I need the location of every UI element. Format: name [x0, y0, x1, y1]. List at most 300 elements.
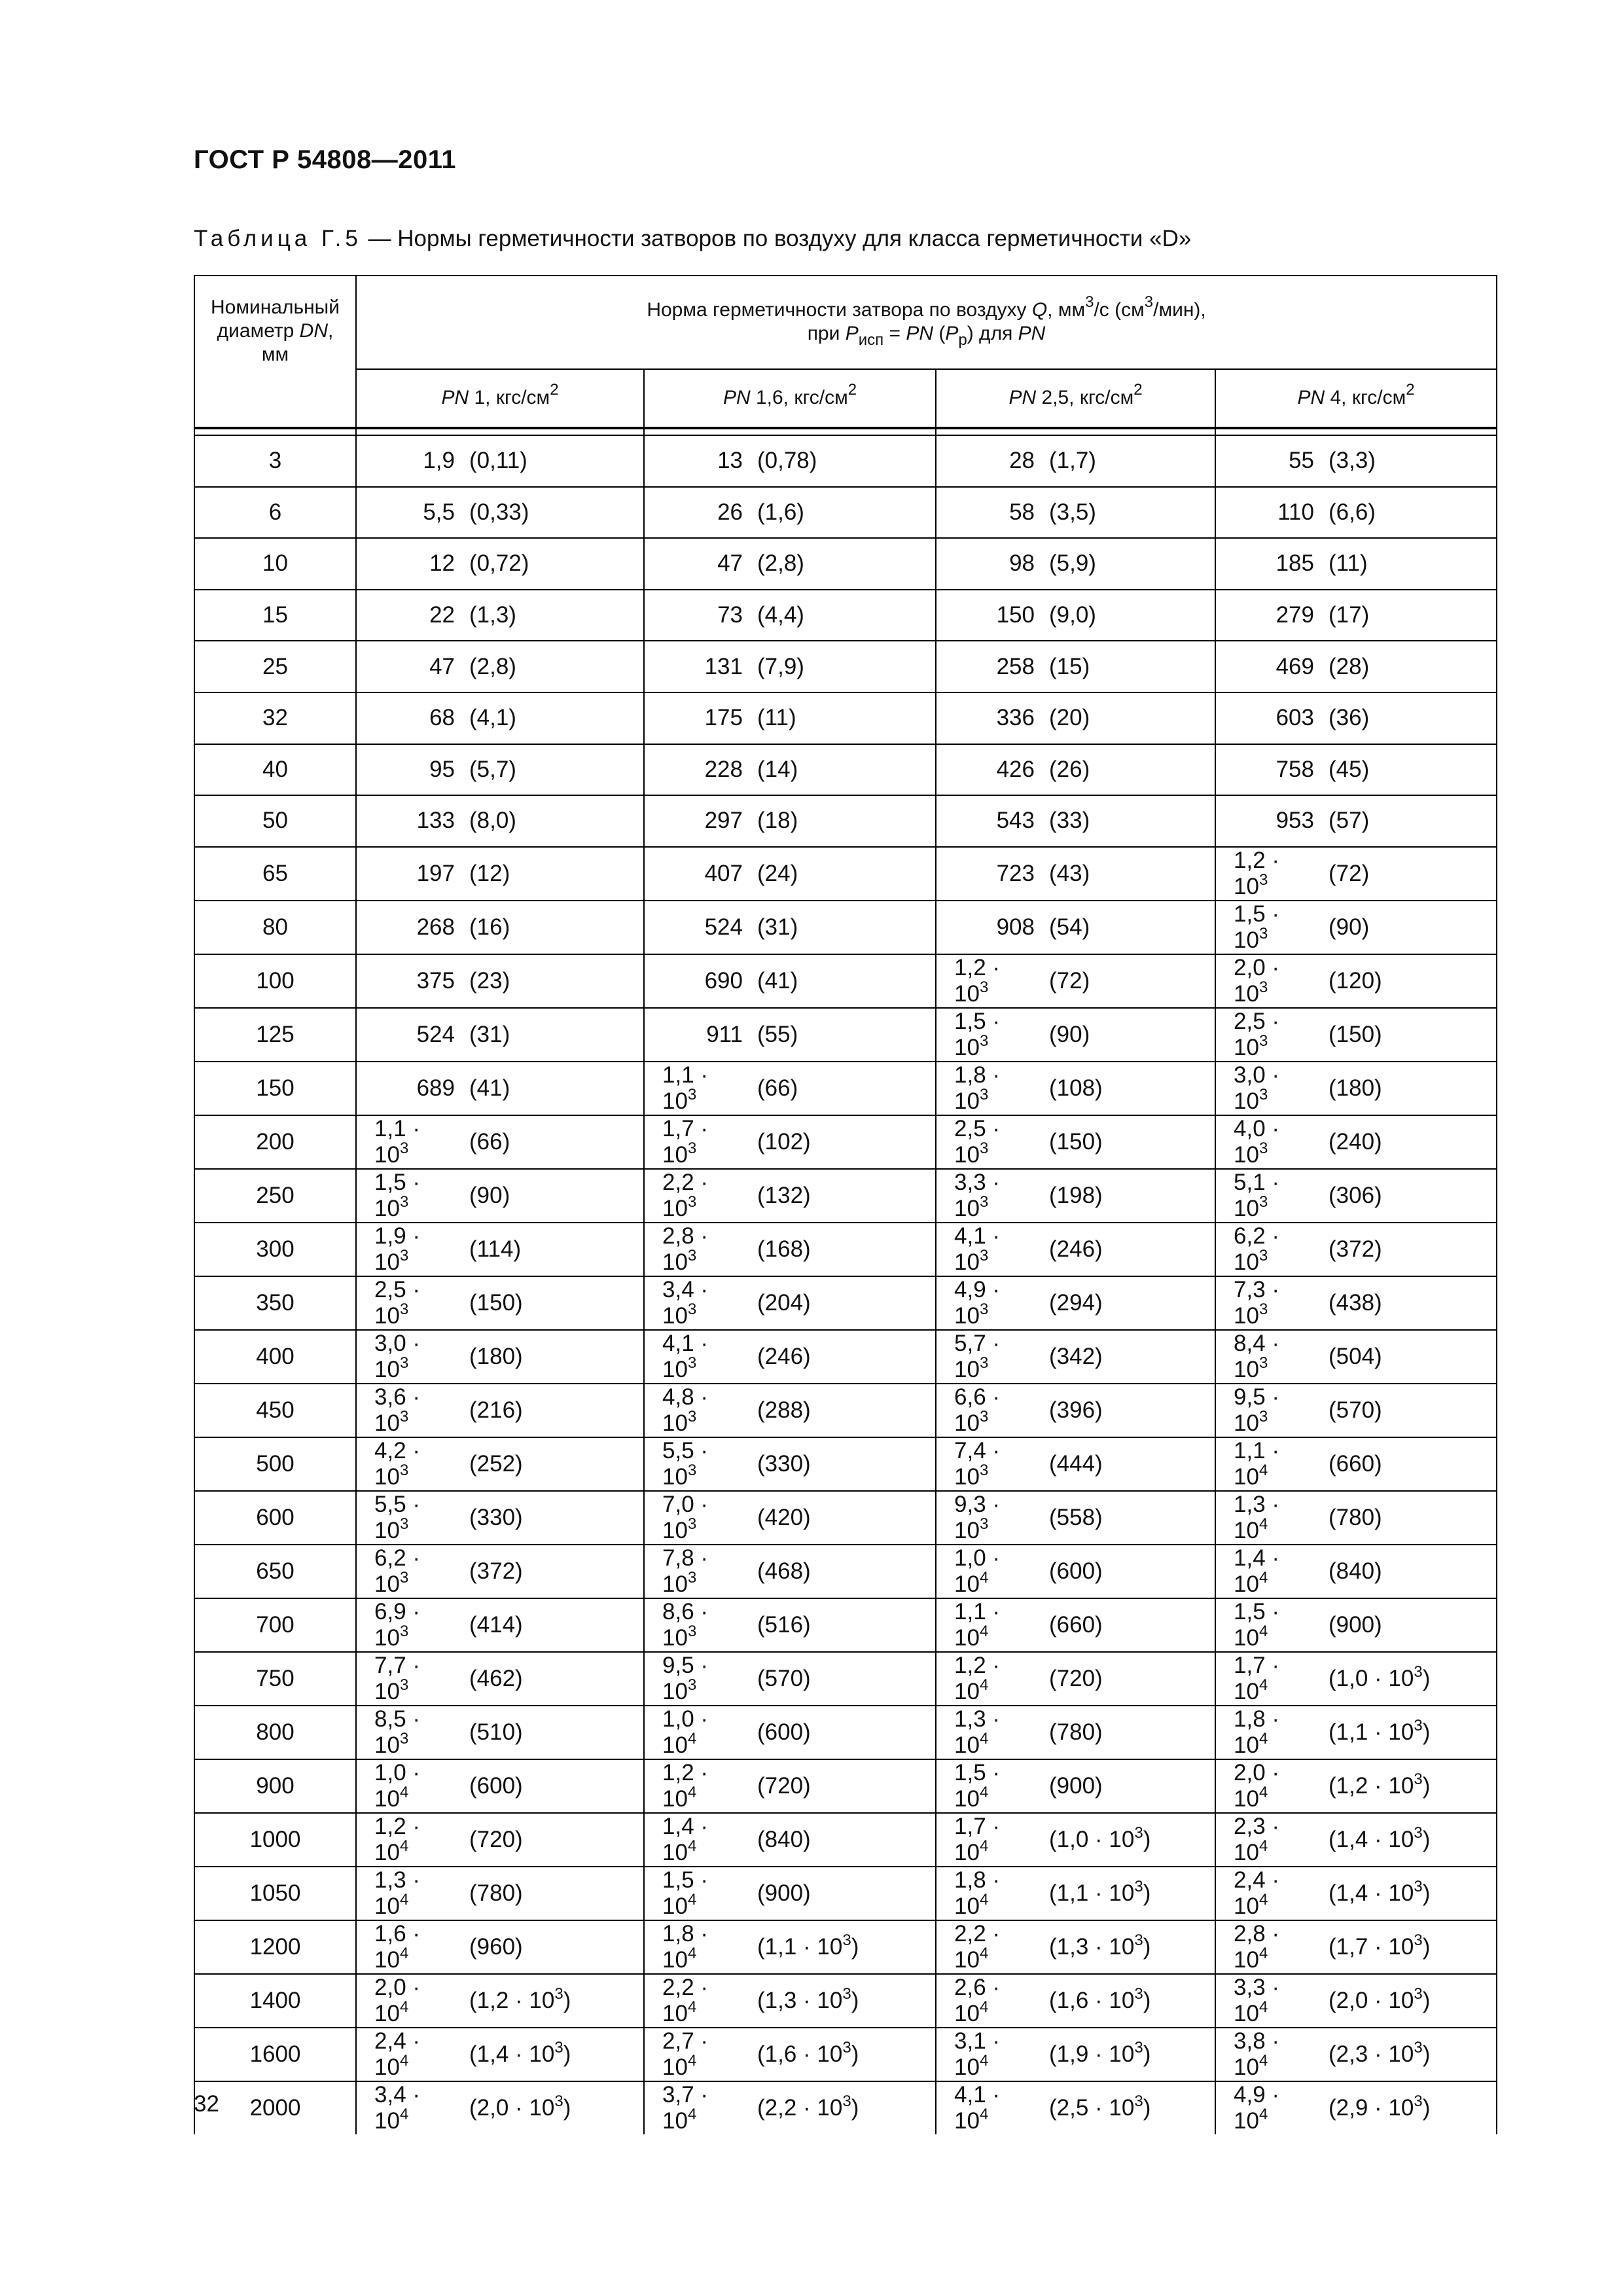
leak-rate-cell: [936, 1062, 1215, 1115]
leak-rate-cm3min: (720): [469, 1826, 523, 1852]
leak-rate-cell: [644, 487, 936, 539]
leak-rate-cell: [356, 1974, 644, 2028]
table-row: [194, 2028, 1497, 2081]
leak-rate-cell: [644, 1384, 936, 1437]
leak-rate-cm3min: (252): [469, 1450, 523, 1477]
leak-rate-mm3s: $1,8 \cdot 10^4$: [954, 1867, 1001, 1919]
leak-rate-cm3min: (600): [469, 1772, 523, 1799]
leak-rate-mm3s: $7,4 \cdot 10^3$: [954, 1437, 1001, 1490]
header-nominal-diameter: Номинальный диаметр DN, мм: [194, 276, 356, 428]
leak-rate-cell: [644, 2081, 936, 2134]
leak-rate-cell: [356, 1008, 644, 1062]
leak-rate-cm3min: (462): [469, 1665, 523, 1691]
leak-rate-cell: [936, 1652, 1215, 1706]
leak-rate-mm3s: $2,4 \cdot 10^4$: [374, 2028, 421, 2080]
leak-rate-cell: [356, 1920, 644, 1974]
leak-rate-mm3s: $1,6 \cdot 10^4$: [374, 1920, 421, 1973]
leak-rate-cell: [644, 1813, 936, 1867]
dn-cell: 32: [194, 692, 356, 744]
leak-rate-cell: [1215, 1813, 1497, 1867]
leak-rate-cm3min: (4,1): [469, 705, 516, 731]
leak-rate-mm3s: $1,2 \cdot 10^4$: [954, 1652, 1001, 1704]
leak-rate-cm3min: $(2,0 \cdot 10^3)$: [1329, 1984, 1431, 2013]
leak-rate-mm3s: $1,4 \cdot 10^4$: [1234, 1545, 1280, 1597]
leak-rate-mm3s: 407: [704, 860, 743, 886]
leak-rate-cm3min: (150): [1329, 1021, 1382, 1047]
leak-rate-cell: [356, 795, 644, 847]
leak-rate-mm3s: 690: [704, 967, 743, 994]
leak-rate-cell: [1215, 1491, 1497, 1545]
leak-rate-cell: [1215, 435, 1497, 487]
leak-rate-cell: [644, 1276, 936, 1330]
leak-rate-cell: [1215, 1062, 1497, 1115]
leak-rate-cm3min: (11): [757, 705, 796, 731]
leak-rate-mm3s: $4,8 \cdot 10^3$: [662, 1384, 709, 1436]
leak-rate-cm3min: (720): [1049, 1665, 1103, 1691]
leak-rate-cell: [644, 795, 936, 847]
leak-rate-cm3min: (17): [1329, 602, 1370, 628]
leak-rate-cell: [356, 1706, 644, 1759]
leak-rate-cell: [644, 590, 936, 641]
leak-rate-cell: [644, 1062, 936, 1115]
dn-cell: 6: [194, 487, 356, 539]
leak-rate-cell: [1215, 538, 1497, 590]
leak-rate-cell: [356, 1759, 644, 1813]
table-row: [194, 1276, 1497, 1330]
leak-rate-cm3min: (90): [1329, 914, 1370, 940]
dn-cell: 3: [194, 435, 356, 487]
leak-rate-mm3s: $6,2 \cdot 10^3$: [374, 1545, 421, 1597]
leak-rate-cm3min: (72): [1049, 967, 1090, 994]
leak-rate-cm3min: (36): [1329, 705, 1370, 731]
leak-rate-cm3min: (28): [1329, 653, 1370, 679]
leak-rate-cm3min: (43): [1049, 860, 1090, 886]
table-caption-text: — Нормы герметичности затворов по воздуху для класса герметичности «D»: [361, 226, 1192, 251]
leak-rate-mm3s: $1,8 \cdot 10^4$: [1234, 1706, 1280, 1758]
dn-cell: 900: [194, 1759, 356, 1813]
leak-rate-cm3min: (198): [1049, 1182, 1103, 1208]
dn-cell: 1200: [194, 1920, 356, 1974]
leak-rate-cell: [1215, 744, 1497, 796]
dn-cell: 450: [194, 1384, 356, 1437]
leak-rate-cm3min: (12): [469, 860, 510, 886]
leak-rate-cm3min: (840): [1329, 1558, 1382, 1584]
table-row: [194, 1867, 1497, 1920]
leak-rate-cell: [644, 692, 936, 744]
table-row: [194, 435, 1497, 487]
leak-rate-cm3min: (150): [469, 1289, 523, 1316]
header-tightness-norm: Норма герметичности затвора по воздуху Q, $мм^3/с$ $(см^3/мин)$, при $P_{исп}$ = PN $(P_р)$ для PN: [356, 276, 1497, 369]
leak-rate-mm3s: $2,0 \cdot 10^4$: [1234, 1759, 1280, 1812]
leak-rate-mm3s: 908: [996, 914, 1035, 940]
leak-rate-mm3s: $9,3 \cdot 10^3$: [954, 1491, 1001, 1543]
leak-rate-cell: [644, 1974, 936, 2028]
leak-rate-cell: [356, 744, 644, 796]
leak-rate-cell: [936, 847, 1215, 901]
leak-rate-cm3min: (114): [469, 1236, 522, 1262]
leak-rate-cm3min: (0,72): [469, 550, 529, 577]
leak-rate-cm3min: (18): [757, 808, 798, 834]
dn-cell: 125: [194, 1008, 356, 1062]
leak-rate-mm3s: 524: [704, 914, 743, 940]
leak-rate-cell: [356, 1330, 644, 1384]
leak-rate-mm3s: $2,5 \cdot 10^3$: [1234, 1008, 1280, 1060]
leak-rate-mm3s: $5,7 \cdot 10^3$: [954, 1330, 1001, 1382]
leak-rate-mm3s: 953: [1275, 808, 1314, 834]
leak-rate-cell: [1215, 1598, 1497, 1652]
leak-rate-cm3min: (558): [1049, 1504, 1103, 1530]
table-row: [194, 954, 1497, 1008]
table-row: [194, 692, 1497, 744]
leak-rate-cell: [1215, 847, 1497, 901]
leak-rate-cm3min: (504): [1329, 1343, 1382, 1369]
leak-rate-cell: [644, 2028, 936, 2081]
leak-rate-cm3min: $(1,1 \cdot 10^3)$: [1049, 1877, 1151, 1906]
leak-rate-cell: [936, 1545, 1215, 1598]
leak-rate-cell: [644, 1330, 936, 1384]
leak-rate-cell: [936, 1974, 1215, 2028]
leak-rate-cell: [1215, 487, 1497, 539]
leak-rate-cell: [936, 795, 1215, 847]
leak-rate-cm3min: (246): [757, 1343, 811, 1369]
leak-rate-cm3min: (1,7): [1049, 448, 1096, 474]
leak-rate-cell: [356, 1169, 644, 1223]
leak-rate-cm3min: (33): [1049, 808, 1090, 834]
leak-rate-mm3s: 12: [429, 550, 455, 577]
leak-rate-mm3s: $3,8 \cdot 10^4$: [1234, 2028, 1280, 2080]
table-row: [194, 1920, 1497, 1974]
dn-cell: 750: [194, 1652, 356, 1706]
leak-rate-cell: [1215, 590, 1497, 641]
leak-rate-mm3s: $1,0 \cdot 10^4$: [374, 1759, 421, 1812]
leak-rate-mm3s: $1,3 \cdot 10^4$: [374, 1867, 421, 1919]
leak-rate-mm3s: 133: [416, 808, 455, 834]
leak-rate-mm3s: 68: [429, 705, 455, 731]
leak-rate-cell: [644, 538, 936, 590]
leak-rate-cell: [1215, 1920, 1497, 1974]
leak-rate-cm3min: $(1,4 \cdot 10^3)$: [1329, 1877, 1431, 1906]
leak-rate-mm3s: $2,0 \cdot 10^3$: [1234, 954, 1280, 1007]
leak-rate-cell: [356, 954, 644, 1008]
leak-rate-cm3min: $(1,1 \cdot 10^3)$: [757, 1931, 859, 1960]
leak-rate-cell: [936, 1330, 1215, 1384]
leak-rate-cm3min: (108): [1049, 1075, 1103, 1101]
leak-rate-cell: [936, 692, 1215, 744]
leak-rate-mm3s: 175: [704, 705, 743, 731]
leak-rate-cm3min: (168): [757, 1236, 811, 1262]
dn-cell: 65: [194, 847, 356, 901]
leak-rate-cell: [644, 1437, 936, 1491]
leak-rate-cell: [936, 1437, 1215, 1491]
table-row: [194, 1974, 1497, 2028]
header-pn-4: PN 4, кгс/$см^2$: [1215, 369, 1497, 428]
leak-rate-mm3s: 58: [1009, 499, 1035, 525]
dn-cell: 500: [194, 1437, 356, 1491]
leak-rate-mm3s: 758: [1275, 756, 1314, 782]
leak-rate-cm3min: (240): [1329, 1128, 1382, 1155]
leak-rate-cm3min: (26): [1049, 756, 1090, 782]
leak-rate-mm3s: $1,1 \cdot 10^4$: [954, 1598, 1001, 1651]
leak-rate-mm3s: 13: [717, 448, 743, 474]
leak-rate-cell: [1215, 1652, 1497, 1706]
leak-rate-cm3min: $(2,0 \cdot 10^3)$: [469, 2092, 571, 2121]
dn-cell: 1000: [194, 1813, 356, 1867]
leak-rate-mm3s: $4,1 \cdot 10^4$: [954, 2081, 1001, 2134]
leak-rate-mm3s: $1,5 \cdot 10^3$: [1234, 901, 1280, 953]
leak-rate-cell: [356, 1598, 644, 1652]
leak-rate-cm3min: (294): [1049, 1289, 1103, 1316]
leak-rate-mm3s: 723: [996, 860, 1035, 886]
leak-rate-cell: [644, 1491, 936, 1545]
leak-rate-cm3min: (120): [1329, 967, 1382, 994]
leak-rate-mm3s: 110: [1277, 499, 1314, 525]
leak-rate-cm3min: (204): [757, 1289, 811, 1316]
leak-rate-mm3s: $1,5 \cdot 10^4$: [662, 1867, 709, 1919]
table-caption-label: Таблица Г.5: [194, 226, 362, 251]
leak-rate-mm3s: $2,5 \cdot 10^3$: [374, 1276, 421, 1329]
leak-rate-mm3s: $2,8 \cdot 10^3$: [662, 1223, 709, 1275]
leak-rate-cm3min: (45): [1329, 756, 1370, 782]
leak-rate-cm3min: (66): [469, 1128, 510, 1155]
leak-rate-cell: [356, 641, 644, 692]
leak-rate-cm3min: (780): [1329, 1504, 1382, 1530]
leak-rate-cell: [356, 1276, 644, 1330]
leak-rate-mm3s: 426: [996, 756, 1035, 782]
dn-cell: 15: [194, 590, 356, 641]
leak-rate-cm3min: (342): [1049, 1343, 1103, 1369]
leak-rate-cm3min: (1,6): [757, 499, 804, 525]
table-row: [194, 1759, 1497, 1813]
leak-rate-mm3s: $2,7 \cdot 10^4$: [662, 2028, 709, 2080]
leak-rate-cell: [356, 1813, 644, 1867]
table-row: [194, 641, 1497, 692]
dn-cell: 800: [194, 1706, 356, 1759]
leak-rate-cell: [356, 1652, 644, 1706]
leak-rate-mm3s: $1,7 \cdot 10^4$: [1234, 1652, 1280, 1704]
table-row: [194, 1706, 1497, 1759]
leak-rate-cell: [644, 1706, 936, 1759]
leak-rate-cm3min: (330): [469, 1504, 523, 1530]
leak-rate-cell: [1215, 1115, 1497, 1169]
leak-rate-cell: [356, 1491, 644, 1545]
leak-rate-cm3min: (372): [1329, 1236, 1382, 1262]
leak-rate-cm3min: $(2,5 \cdot 10^3)$: [1049, 2092, 1151, 2121]
table-row: [194, 1813, 1497, 1867]
table-row: [194, 538, 1497, 590]
leak-rate-mm3s: 150: [996, 602, 1035, 628]
leak-rate-cm3min: (23): [469, 967, 510, 994]
leak-rate-mm3s: 197: [416, 860, 455, 886]
leak-rate-mm3s: $8,6 \cdot 10^3$: [662, 1598, 709, 1651]
dn-cell: 10: [194, 538, 356, 590]
dn-cell: 350: [194, 1276, 356, 1330]
table-row: [194, 1491, 1497, 1545]
leak-rate-cm3min: (132): [757, 1182, 811, 1208]
table-row: [194, 1223, 1497, 1276]
leak-rate-mm3s: $2,0 \cdot 10^4$: [374, 1974, 421, 2026]
leak-rate-mm3s: $4,9 \cdot 10^3$: [954, 1276, 1001, 1329]
leak-rate-mm3s: $1,2 \cdot 10^3$: [1234, 847, 1280, 899]
leak-rate-cm3min: (468): [757, 1558, 811, 1584]
leak-rate-mm3s: $4,1 \cdot 10^3$: [954, 1223, 1001, 1275]
leak-rate-cm3min: (516): [757, 1611, 811, 1638]
dn-cell: 25: [194, 641, 356, 692]
leak-rate-cell: [936, 1384, 1215, 1437]
leak-rate-cell: [644, 1598, 936, 1652]
leak-rate-cm3min: (57): [1329, 808, 1370, 834]
leak-rate-cell: [644, 1223, 936, 1276]
leak-rate-cm3min: (72): [1329, 860, 1370, 886]
leak-rate-cm3min: (600): [757, 1719, 811, 1745]
leak-rate-mm3s: $3,1 \cdot 10^4$: [954, 2028, 1001, 2080]
leak-rate-mm3s: $2,2 \cdot 10^4$: [954, 1920, 1001, 1973]
leak-rate-cm3min: (5,9): [1049, 550, 1096, 577]
leak-rate-mm3s: 55: [1289, 448, 1314, 474]
table-row: [194, 487, 1497, 539]
leak-rate-cm3min: (102): [757, 1128, 811, 1155]
leak-rate-cm3min: (54): [1049, 914, 1090, 940]
table-row: [194, 1545, 1497, 1598]
leak-rate-cm3min: $(1,2 \cdot 10^3)$: [1329, 1770, 1431, 1799]
leak-rate-cell: [356, 1437, 644, 1491]
leak-rate-cm3min: (660): [1329, 1450, 1382, 1477]
leak-rate-cell: [936, 641, 1215, 692]
leak-rate-cell: [936, 1706, 1215, 1759]
dn-cell: 650: [194, 1545, 356, 1598]
leak-rate-cm3min: (720): [757, 1772, 811, 1799]
table-row: [194, 2081, 1497, 2134]
leak-rate-mm3s: $1,5 \cdot 10^4$: [954, 1759, 1001, 1812]
leak-rate-cm3min: (7,9): [757, 653, 804, 679]
leak-rate-cm3min: $(1,0 \cdot 10^3)$: [1329, 1662, 1431, 1691]
leak-rate-mm3s: 28: [1009, 448, 1035, 474]
leak-rate-cell: [644, 435, 936, 487]
leak-rate-mm3s: 297: [704, 808, 743, 834]
leak-rate-mm3s: 228: [704, 756, 743, 782]
leak-rate-cell: [936, 1759, 1215, 1813]
leak-rate-cell: [1215, 954, 1497, 1008]
leak-rate-cell: [936, 1169, 1215, 1223]
leak-rate-cell: [1215, 2028, 1497, 2081]
leak-rate-mm3s: 911: [706, 1021, 743, 1047]
leak-rate-cell: [644, 744, 936, 796]
leak-rate-mm3s: $3,4 \cdot 10^3$: [662, 1276, 709, 1329]
leak-rate-cm3min: (9,0): [1049, 602, 1096, 628]
leak-rate-cell: [936, 744, 1215, 796]
leak-rate-cm3min: $(1,4 \cdot 10^3)$: [1329, 1823, 1431, 1852]
leak-rate-mm3s: $1,2 \cdot 10^4$: [662, 1759, 709, 1812]
leak-rate-cell: [644, 641, 936, 692]
leak-rate-mm3s: $2,5 \cdot 10^3$: [954, 1115, 1001, 1168]
leak-rate-mm3s: $9,5 \cdot 10^3$: [1234, 1384, 1280, 1436]
leak-rate-cm3min: $(1,1 \cdot 10^3)$: [1329, 1716, 1431, 1745]
leak-rate-cm3min: (0,33): [469, 499, 529, 525]
leak-rate-mm3s: 469: [1275, 653, 1314, 679]
leak-rate-cm3min: (3,5): [1049, 499, 1096, 525]
leak-rate-cell: [936, 1920, 1215, 1974]
leak-rate-cell: [644, 1545, 936, 1598]
leak-rate-cell: [936, 954, 1215, 1008]
leak-rate-mm3s: 375: [416, 967, 455, 994]
leak-rate-cell: [1215, 901, 1497, 954]
leak-rate-cell: [936, 1276, 1215, 1330]
leak-rate-mm3s: $1,3 \cdot 10^4$: [1234, 1491, 1280, 1543]
leak-rate-mm3s: $1,1 \cdot 10^3$: [662, 1062, 709, 1114]
dn-cell: 250: [194, 1169, 356, 1223]
leak-rate-cm3min: (4,4): [757, 602, 804, 628]
leak-rate-cm3min: (444): [1049, 1450, 1103, 1477]
leak-rate-cell: [356, 901, 644, 954]
leak-rate-mm3s: $1,8 \cdot 10^3$: [954, 1062, 1001, 1114]
leak-rate-cell: [936, 538, 1215, 590]
leak-rate-cm3min: (960): [469, 1933, 523, 1960]
leak-rate-cell: [936, 1008, 1215, 1062]
leak-rate-cm3min: (41): [469, 1075, 510, 1101]
leak-rate-mm3s: $1,7 \cdot 10^4$: [954, 1813, 1001, 1865]
table-row: [194, 1437, 1497, 1491]
dn-cell: 1400: [194, 1974, 356, 2028]
leak-rate-cell: [1215, 1974, 1497, 2028]
leak-rate-mm3s: $1,0 \cdot 10^4$: [954, 1545, 1001, 1597]
leak-rate-cell: [644, 847, 936, 901]
leak-rate-cell: [936, 1867, 1215, 1920]
leak-rate-cell: [936, 2028, 1215, 2081]
leak-rate-cm3min: $(2,3 \cdot 10^3)$: [1329, 2038, 1431, 2067]
leak-rate-mm3s: $3,6 \cdot 10^3$: [374, 1384, 421, 1436]
leak-rate-cm3min: (414): [469, 1611, 523, 1638]
leak-rate-cell: [936, 487, 1215, 539]
leak-rate-mm3s: 1,9: [423, 448, 455, 474]
leak-rate-mm3s: $1,8 \cdot 10^4$: [662, 1920, 709, 1973]
leak-rate-cm3min: (16): [469, 914, 510, 940]
leak-rate-mm3s: 279: [1275, 602, 1314, 628]
leak-rate-mm3s: 524: [416, 1021, 455, 1047]
leak-rate-cm3min: (20): [1049, 705, 1090, 731]
leak-rate-cm3min: (3,3): [1329, 448, 1376, 474]
leak-rate-cm3min: $(1,6 \cdot 10^3)$: [1049, 1984, 1151, 2013]
leak-rate-mm3s: $7,8 \cdot 10^3$: [662, 1545, 709, 1597]
leak-rate-cm3min: $(1,2 \cdot 10^3)$: [469, 1984, 571, 2013]
leak-rate-mm3s: 543: [996, 808, 1035, 834]
leak-rate-mm3s: 22: [429, 602, 455, 628]
leak-rate-cm3min: (1,3): [469, 602, 516, 628]
tightness-norms-table: [194, 275, 1497, 2134]
leak-rate-cm3min: (570): [1329, 1397, 1382, 1423]
leak-rate-cm3min: (420): [757, 1504, 811, 1530]
leak-rate-cell: [936, 1598, 1215, 1652]
leak-rate-cm3min: (600): [1049, 1558, 1103, 1584]
dn-cell: 700: [194, 1598, 356, 1652]
leak-rate-cell: [356, 1545, 644, 1598]
leak-rate-cm3min: (840): [757, 1826, 811, 1852]
leak-rate-cell: [1215, 1276, 1497, 1330]
leak-rate-mm3s: $2,6 \cdot 10^4$: [954, 1974, 1001, 2026]
leak-rate-mm3s: $7,3 \cdot 10^3$: [1234, 1276, 1280, 1329]
leak-rate-cm3min: (2,8): [757, 550, 804, 577]
leak-rate-cm3min: (396): [1049, 1397, 1103, 1423]
dn-cell: 600: [194, 1491, 356, 1545]
table-row: [194, 901, 1497, 954]
leak-rate-cm3min: (306): [1329, 1182, 1382, 1208]
leak-rate-cell: [356, 538, 644, 590]
leak-rate-cell: [1215, 641, 1497, 692]
table-row: [194, 590, 1497, 641]
leak-rate-cell: [1215, 692, 1497, 744]
leak-rate-cm3min: (8,0): [469, 808, 516, 834]
leak-rate-mm3s: 268: [416, 914, 455, 940]
leak-rate-cm3min: (150): [1049, 1128, 1103, 1155]
leak-rate-mm3s: $9,5 \cdot 10^3$: [662, 1652, 709, 1704]
